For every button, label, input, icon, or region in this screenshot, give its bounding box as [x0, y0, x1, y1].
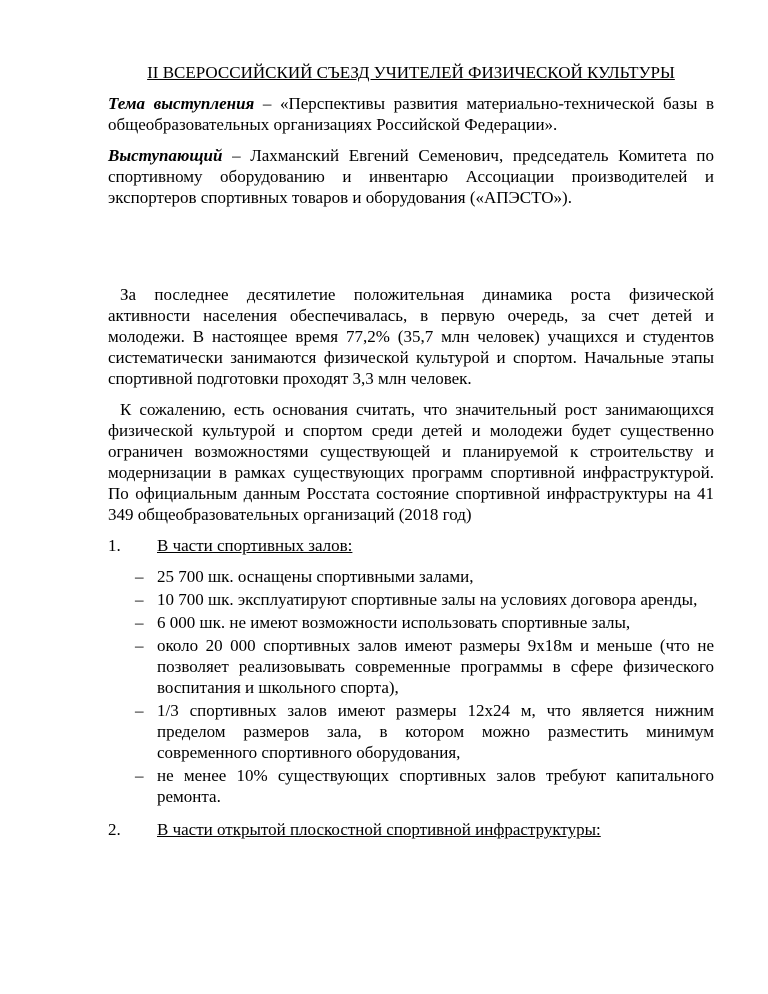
- list-item: [108, 700, 714, 763]
- list-item: [108, 635, 714, 698]
- list-item-text: 25 700 шк. оснащены спортивными залами,: [157, 567, 474, 586]
- section-number: 1.: [108, 536, 121, 555]
- section-number: 2.: [108, 820, 121, 839]
- document-page: [108, 62, 714, 850]
- section-1-heading: [108, 535, 714, 556]
- dash-marker: –: [135, 567, 144, 586]
- speaker-label: Выступающий: [108, 146, 223, 165]
- list-item-text: 1/3 спортивных залов имеют размеры 12х24 м, что является нижним пределом размеров зала, в котором можно разместить минимум современного спортивного оборудования,: [157, 701, 714, 762]
- speaker-text: – Лахманский Евгений Семенович, председатель Комитета по спортивному оборудованию и инвентарю Ассоциации производителей и экспортеров спортивных товаров и оборудования («АПЭСТО»).: [108, 146, 714, 207]
- list-item-text: около 20 000 спортивных залов имеют размеры 9х18м и меньше (что не позволяет реализовывать современные программы в сфере физического воспитания и школьного спорта),: [157, 636, 714, 697]
- list-item: [108, 612, 714, 633]
- section-1-list: [108, 566, 714, 807]
- list-item: [108, 566, 714, 587]
- dash-marker: –: [135, 701, 144, 720]
- topic-text: – «Перспективы развития материально-технической базы в общеобразовательных организациях Российской Федерации».: [108, 94, 714, 134]
- spacer: [108, 218, 714, 284]
- list-item-text: 6 000 шк. не имеют возможности использовать спортивные залы,: [157, 613, 631, 632]
- section-2-heading: [108, 819, 714, 840]
- dash-marker: –: [135, 613, 144, 632]
- topic-label: Тема выступления: [108, 94, 255, 113]
- dash-marker: –: [135, 636, 144, 655]
- list-item: [108, 589, 714, 610]
- speaker-paragraph: [108, 145, 714, 208]
- list-item-text: 10 700 шк. эксплуатируют спортивные залы на условиях договора аренды,: [157, 590, 698, 609]
- dash-marker: –: [135, 590, 144, 609]
- section-title: В части открытой плоскостной спортивной инфраструктуры:: [157, 820, 601, 839]
- section-title: В части спортивных залов:: [157, 536, 353, 555]
- list-item: [108, 765, 714, 807]
- topic-paragraph: [108, 93, 714, 135]
- document-title: II ВСЕРОССИЙСКИЙ СЪЕЗД УЧИТЕЛЕЙ ФИЗИЧЕСКОЙ КУЛЬТУРЫ: [147, 63, 675, 82]
- list-item-text: не менее 10% существующих спортивных залов требуют капитального ремонта.: [157, 766, 714, 806]
- body-paragraph-1: За последнее десятилетие положительная динамика роста физической активности населения обеспечивалась, в первую очередь, за счет детей и молодежи. В настоящее время 77,2% (35,7 млн человек) учащихся и студентов систематически занимаются физической культурой и спортом. Начальные этапы спортивной подготовки проходят 3,3 млн человек.: [108, 285, 714, 388]
- body-paragraph-2: К сожалению, есть основания считать, что значительный рост занимающихся физической культурой и спортом среди детей и молодежи будет существенно ограничен возможностями существующей и планируемой к строительству и модернизации в рамках существующих программ спортивной инфраструктурой. По официальным данным Росстата состояние спортивной инфраструктуры на 41 349 общеобразовательных организаций (2018 год): [108, 400, 714, 524]
- dash-marker: –: [135, 766, 144, 785]
